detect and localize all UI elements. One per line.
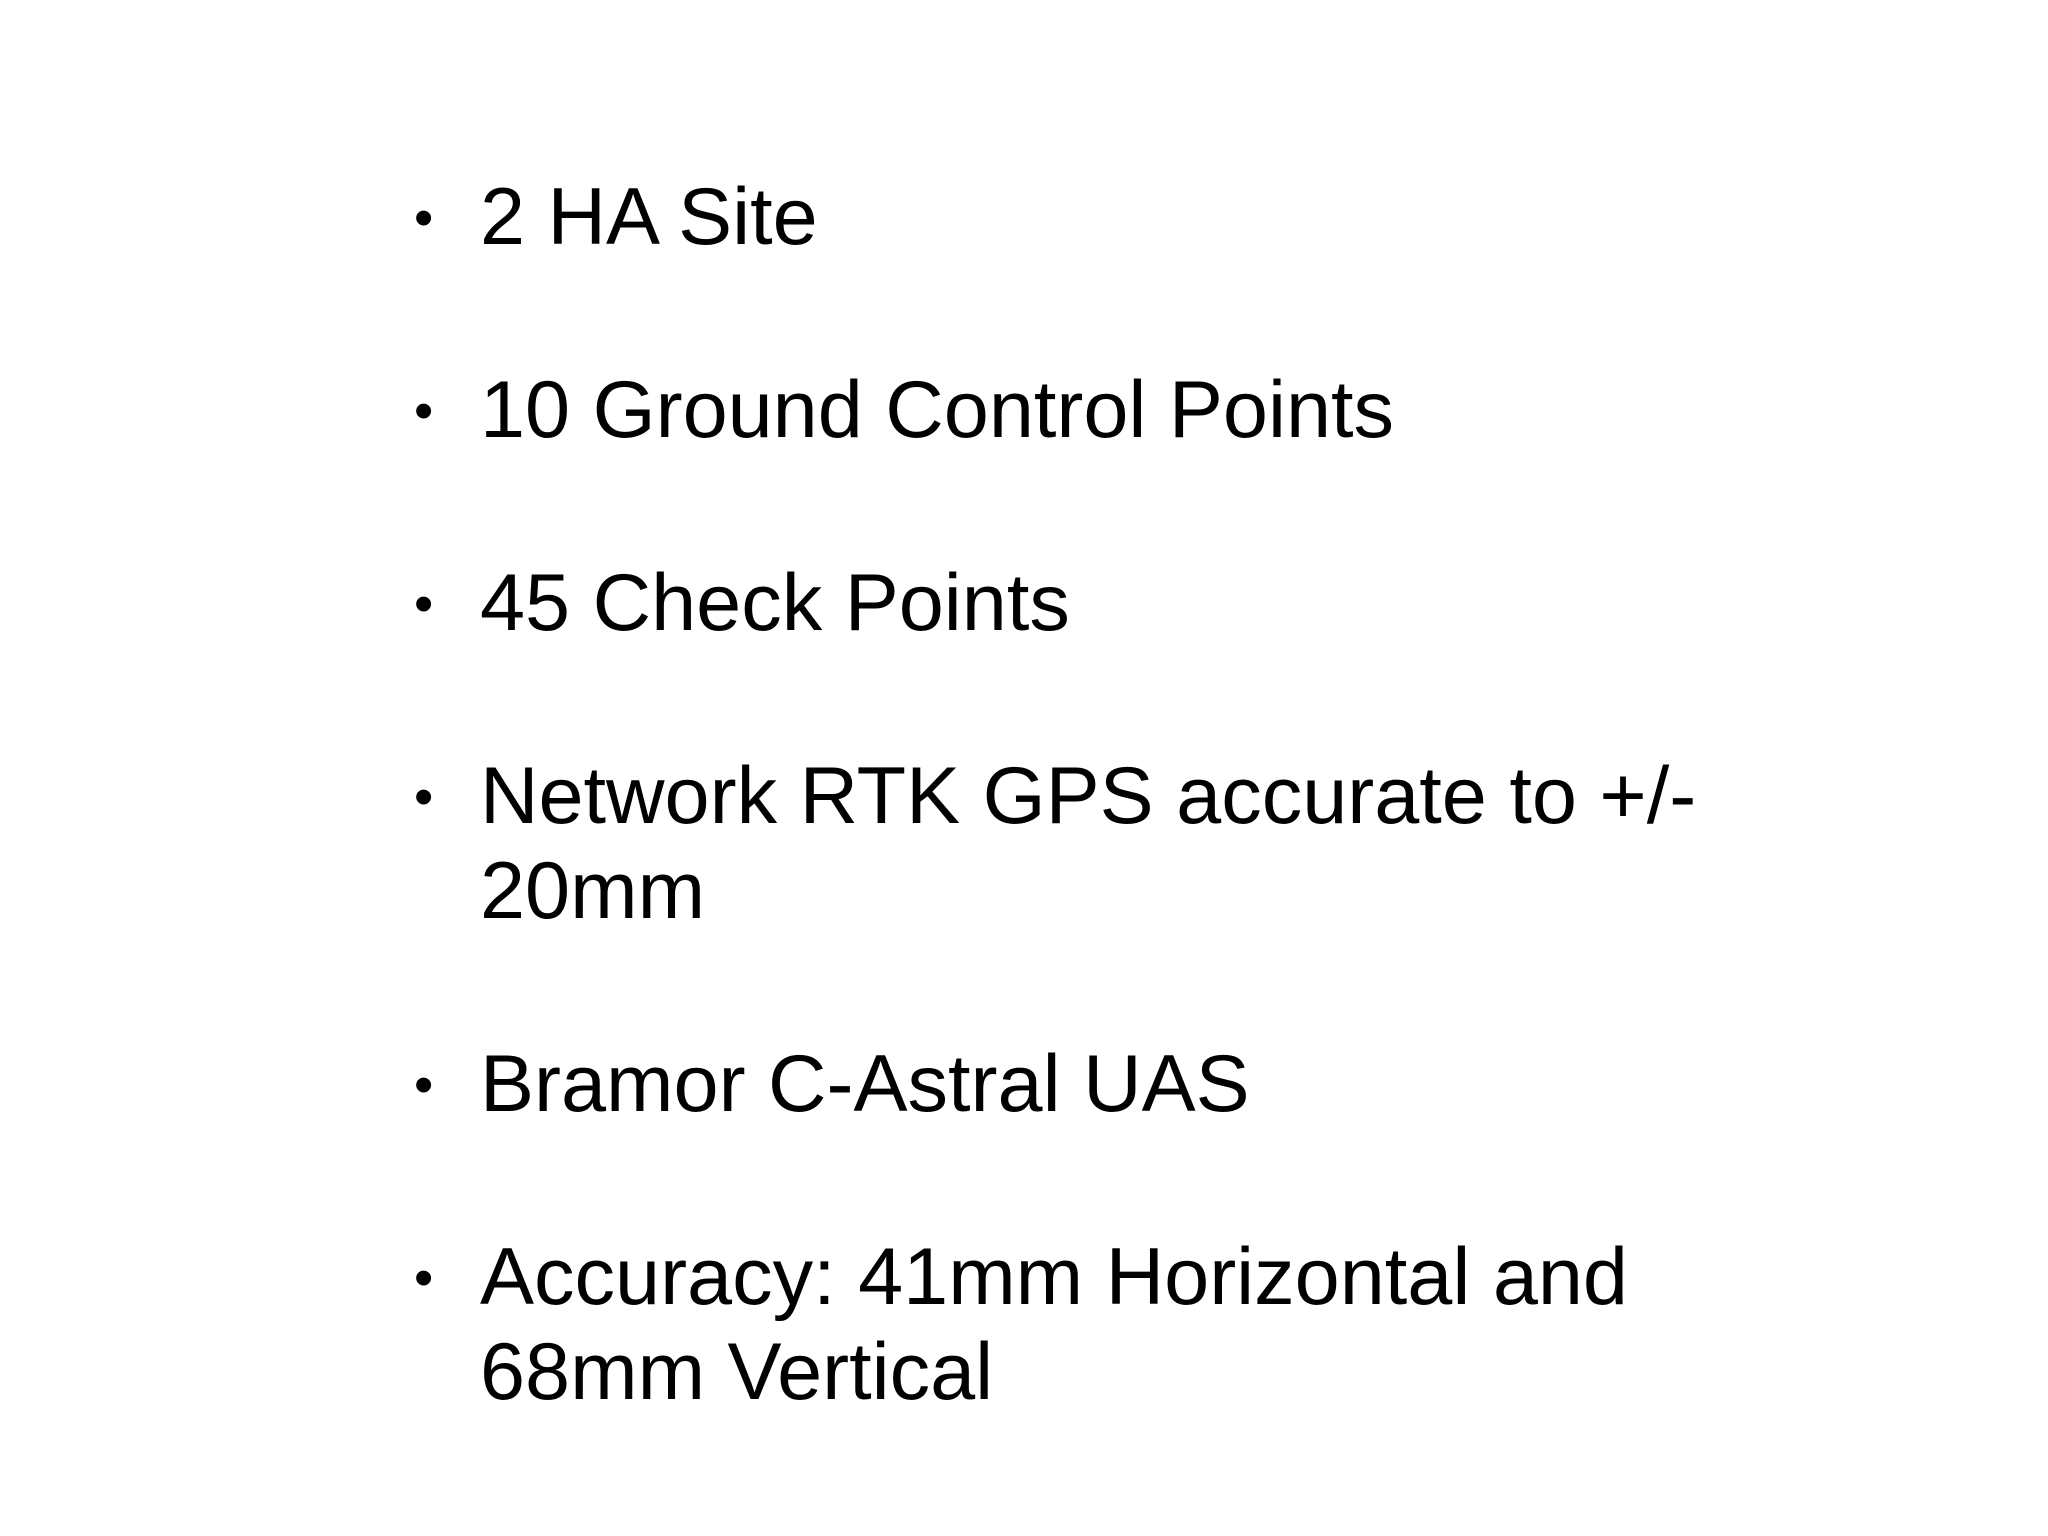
bullet-text: 45 Check Points — [480, 558, 1070, 648]
list-item — [414, 1230, 1714, 1420]
list-item — [414, 363, 1714, 458]
bullet-icon: • — [414, 1246, 434, 1308]
bullet-text: Bramor C-Astral UAS — [480, 1039, 1250, 1129]
bullet-text: Network RTK GPS accurate to +/- 20mm — [480, 751, 1697, 936]
bullet-icon: • — [414, 379, 434, 441]
bullet-text: Accuracy: 41mm Horizontal and 68mm Vertical — [480, 1232, 1628, 1417]
bullet-text: 2 HA Site — [480, 172, 818, 262]
bullet-icon: • — [414, 765, 434, 827]
list-item — [414, 170, 1714, 265]
bullet-icon: • — [414, 1053, 434, 1115]
list-item — [414, 1037, 1714, 1132]
bullet-list — [414, 170, 1714, 1518]
bullet-icon: • — [414, 186, 434, 248]
bullet-text: 10 Ground Control Points — [480, 365, 1395, 455]
list-item — [414, 749, 1714, 939]
list-item — [414, 556, 1714, 651]
bullet-icon: • — [414, 572, 434, 634]
